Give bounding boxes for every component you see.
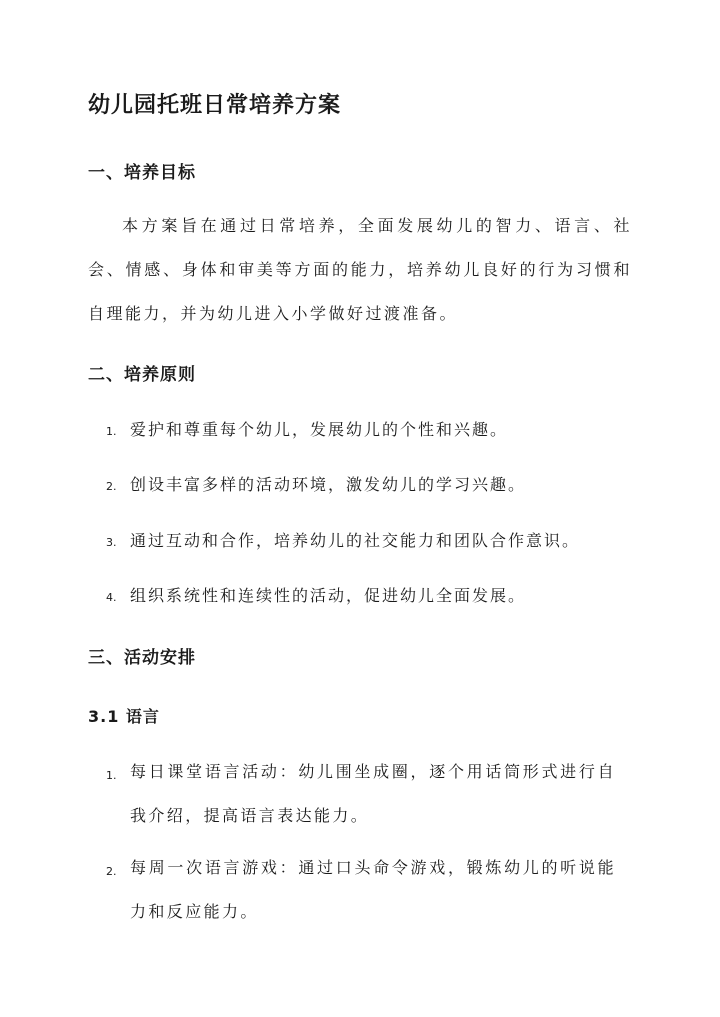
- list-item-text: 每周一次语言游戏：通过口头命令游戏，锻炼幼儿的听说能力和反应能力。: [130, 858, 616, 921]
- section-heading-activities: 三、活动安排: [88, 648, 196, 668]
- list-item-number: 1.: [106, 425, 117, 438]
- subsection-heading-language: 3.1 语言: [88, 707, 160, 726]
- list-item-number: 2.: [106, 480, 117, 493]
- list-item-text: 通过互动和合作，培养幼儿的社交能力和团队合作意识。: [130, 531, 581, 550]
- section-heading-principles: 二、培养原则: [88, 365, 196, 385]
- list-item-number: 3.: [106, 536, 117, 549]
- list-item-number: 2.: [106, 865, 117, 878]
- list-item-text: 组织系统性和连续性的活动，促进幼儿全面发展。: [130, 586, 527, 605]
- list-item-number: 1.: [106, 769, 117, 782]
- list-item-text: 创设丰富多样的活动环境，激发幼儿的学习兴趣。: [130, 475, 527, 494]
- section-heading-goals: 一、培养目标: [88, 163, 196, 183]
- list-item-number: 4.: [106, 591, 117, 604]
- document-title: 幼儿园托班日常培养方案: [88, 93, 342, 118]
- goals-paragraph: 本方案旨在通过日常培养，全面发展幼儿的智力、语言、社会、情感、身体和审美等方面的能力，培养幼儿良好的行为习惯和自理能力，并为幼儿进入小学做好过渡准备。: [88, 216, 632, 323]
- list-item-text: 爱护和尊重每个幼儿，发展幼儿的个性和兴趣。: [130, 420, 509, 439]
- list-item-text: 每日课堂语言活动：幼儿围坐成圈，逐个用话筒形式进行自我介绍，提高语言表达能力。: [130, 762, 616, 825]
